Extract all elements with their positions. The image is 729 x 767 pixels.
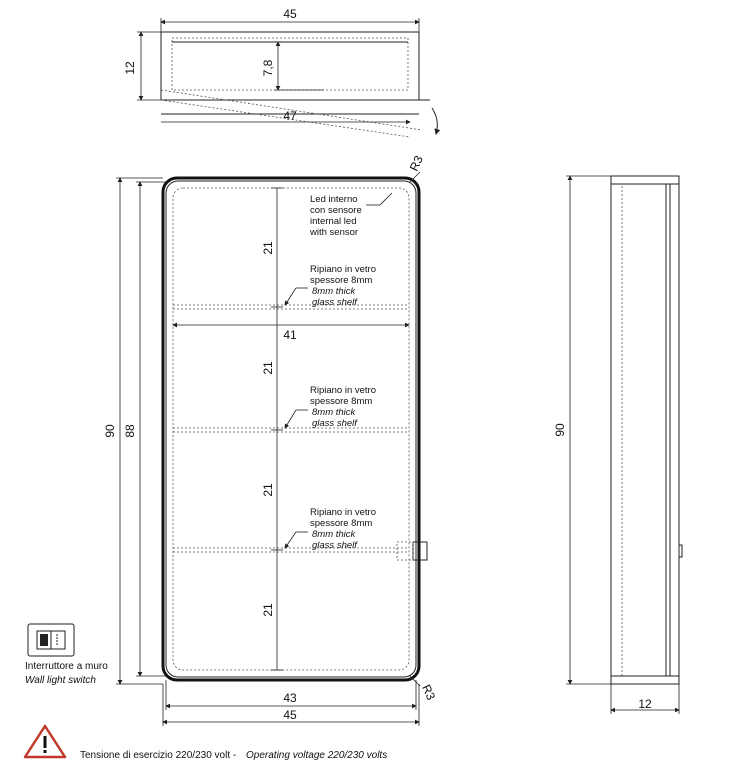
- shelf-note-2: [285, 385, 376, 429]
- side-view-outer: [611, 176, 679, 684]
- warning: [25, 726, 387, 761]
- door-swing-arrow: [432, 108, 437, 134]
- top-radius-label: R3: [406, 153, 426, 174]
- top-inner-depth-label: 7,8: [261, 59, 275, 77]
- warning-text-en: Operating voltage 220/230 volts: [246, 750, 388, 761]
- top-view-inner: [172, 38, 408, 90]
- top-open-label: 47: [283, 109, 297, 123]
- segment-label-1: 21: [261, 241, 275, 255]
- side-depth-label: 12: [638, 697, 652, 711]
- cabinet-inner-frame: [166, 181, 416, 677]
- led-note: [309, 193, 392, 238]
- side-view-inner: [622, 184, 670, 676]
- glass-shelf-3: [173, 548, 409, 552]
- svg-text:with sensor: with sensor: [310, 227, 359, 238]
- svg-text:spessore 8mm: spessore 8mm: [310, 518, 373, 529]
- svg-text:spessore 8mm: spessore 8mm: [310, 275, 373, 286]
- svg-text:glass shelf: glass shelf: [312, 297, 357, 308]
- shelf-note-3: [285, 507, 376, 551]
- top-width-label: 45: [283, 7, 297, 21]
- cabinet-outer-frame: [163, 178, 419, 680]
- svg-text:Led interno: Led interno: [310, 194, 358, 205]
- inner-height-label: 88: [123, 424, 137, 438]
- shelf-note-1: [285, 264, 376, 308]
- svg-text:spessore 8mm: spessore 8mm: [310, 396, 373, 407]
- switch-toggle-left: [40, 634, 48, 646]
- side-view: [553, 176, 682, 714]
- segment-label-2: 21: [261, 361, 275, 375]
- svg-text:Ripiano in vetro: Ripiano in vetro: [310, 385, 377, 396]
- svg-text:8mm thick: 8mm thick: [312, 407, 356, 418]
- glass-shelf-1: [173, 305, 409, 309]
- glass-shelf-2: [173, 428, 409, 432]
- svg-text:internal led: internal led: [310, 216, 357, 227]
- shelf-width-label: 41: [283, 328, 297, 342]
- segment-label-4: 21: [261, 603, 275, 617]
- bottom-radius-label: R3: [419, 682, 439, 703]
- switch-label-en: Wall light switch: [25, 675, 96, 686]
- svg-text:con sensore: con sensore: [310, 205, 362, 216]
- svg-text:Ripiano in vetro: Ripiano in vetro: [310, 264, 377, 275]
- svg-text:Ripiano in vetro: Ripiano in vetro: [310, 507, 377, 518]
- svg-text:glass shelf: glass shelf: [312, 418, 357, 429]
- bottom-inner-width-label: 43: [283, 691, 297, 705]
- svg-text:8mm thick: 8mm thick: [312, 529, 356, 540]
- top-view: [123, 7, 437, 137]
- wall-switch: [25, 624, 108, 686]
- outer-height-label: 90: [103, 424, 117, 438]
- warning-text-it: Tensione di esercizio 220/230 volt -: [80, 750, 237, 761]
- svg-text:glass shelf: glass shelf: [312, 540, 357, 551]
- svg-text:8mm thick: 8mm thick: [312, 286, 356, 297]
- side-height-label: 90: [553, 423, 567, 437]
- segment-label-3: 21: [261, 483, 275, 497]
- bottom-outer-width-label: 45: [283, 708, 297, 722]
- led-strip-outline: [173, 188, 409, 670]
- front-view: [103, 153, 438, 726]
- top-depth-label: 12: [123, 61, 137, 75]
- switch-label-it: Interruttore a muro: [25, 661, 108, 672]
